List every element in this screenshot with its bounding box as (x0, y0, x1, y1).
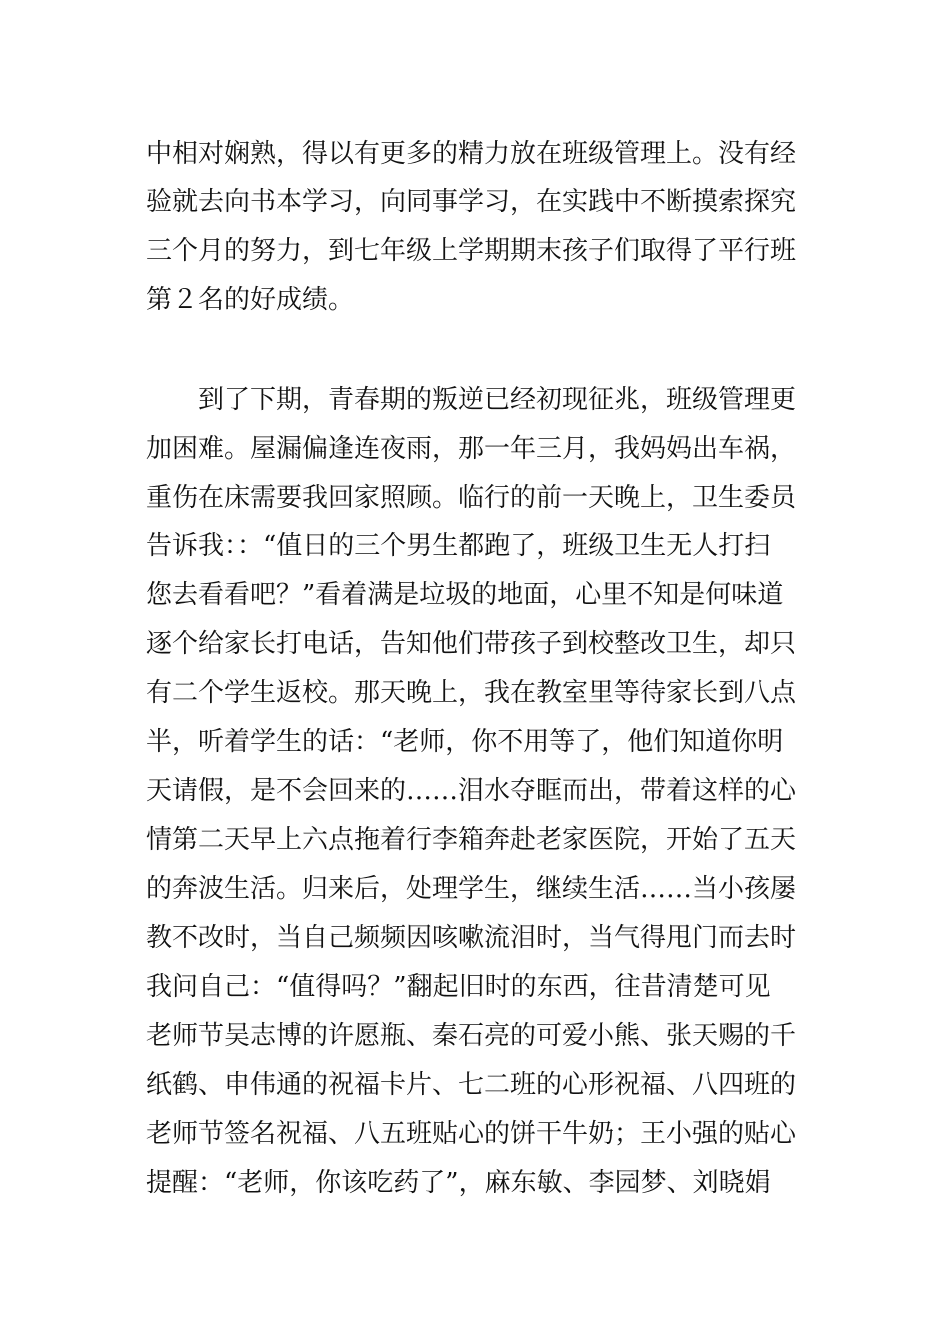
paragraph-1-line-2: 验就去向书本学习，向同事学习，在实践中不断摸索探究 (146, 187, 797, 217)
paragraph-2-line-14: 老师节吴志博的许愿瓶、秦石亮的可爱小熊、张天赐的千 (146, 1021, 797, 1051)
paragraph-2-line-2: 加困难。屋漏偏逢连夜雨，那一年三月，我妈妈出车祸， (146, 434, 797, 464)
paragraph-2-line-15: 纸鹤、申伟通的祝福卡片、七二班的心形祝福、八四班的 (146, 1070, 797, 1100)
paragraph-2-line-5: 您去看看吧？”看着满是垃圾的地面，心里不知是何味道 (146, 580, 784, 610)
paragraph-2-line-6: 逐个给家长打电话，告知他们带孩子到校整改卫生，却只 (146, 629, 797, 659)
paragraph-2-line-13: 我问自己：“值得吗？”翻起旧时的东西，往昔清楚可见 (146, 972, 771, 1002)
paragraph-2-line-4: 告诉我：：“值日的三个男生都跑了，班级卫生无人打扫 (146, 531, 771, 561)
paragraph-2-line-3: 重伤在床需要我回家照顾。临行的前一天晚上，卫生委员 (146, 483, 797, 513)
paragraph-2-line-10: 情第二天早上六点拖着行李箱奔赴老家医院，开始了五天 (146, 825, 797, 855)
paragraph-1-line-3: 三个月的努力，到七年级上学期期末孩子们取得了平行班 (146, 236, 797, 266)
paragraph-2-line-17: 提醒：“老师，你该吃药了”，麻东敏、李园梦、刘晓娟 (146, 1168, 771, 1198)
paragraph-2-line-8: 半，听着学生的话：“老师，你不用等了，他们知道你明 (146, 727, 784, 757)
paragraph-2-line-12: 教不改时，当自己频频因咳嗽流泪时，当气得甩门而去时 (146, 923, 797, 953)
paragraph-1-line-4: 第２名的好成绩。 (146, 285, 355, 315)
paragraph-2-line-1: 到了下期，青春期的叛逆已经初现征兆，班级管理更 (198, 385, 797, 415)
paragraph-2-line-9: 天请假，是不会回来的……泪水夺眶而出，带着这样的心 (146, 776, 797, 806)
paragraph-2-line-16: 老师节签名祝福、八五班贴心的饼干牛奶；王小强的贴心 (146, 1119, 797, 1149)
paragraph-2-line-11: 的奔波生活。归来后，处理学生，继续生活……当小孩屡 (146, 874, 797, 904)
paragraph-2-line-7: 有二个学生返校。那天晚上，我在教室里等待家长到八点 (146, 678, 797, 708)
paragraph-1-line-1: 中相对娴熟，得以有更多的精力放在班级管理上。没有经 (146, 139, 797, 169)
